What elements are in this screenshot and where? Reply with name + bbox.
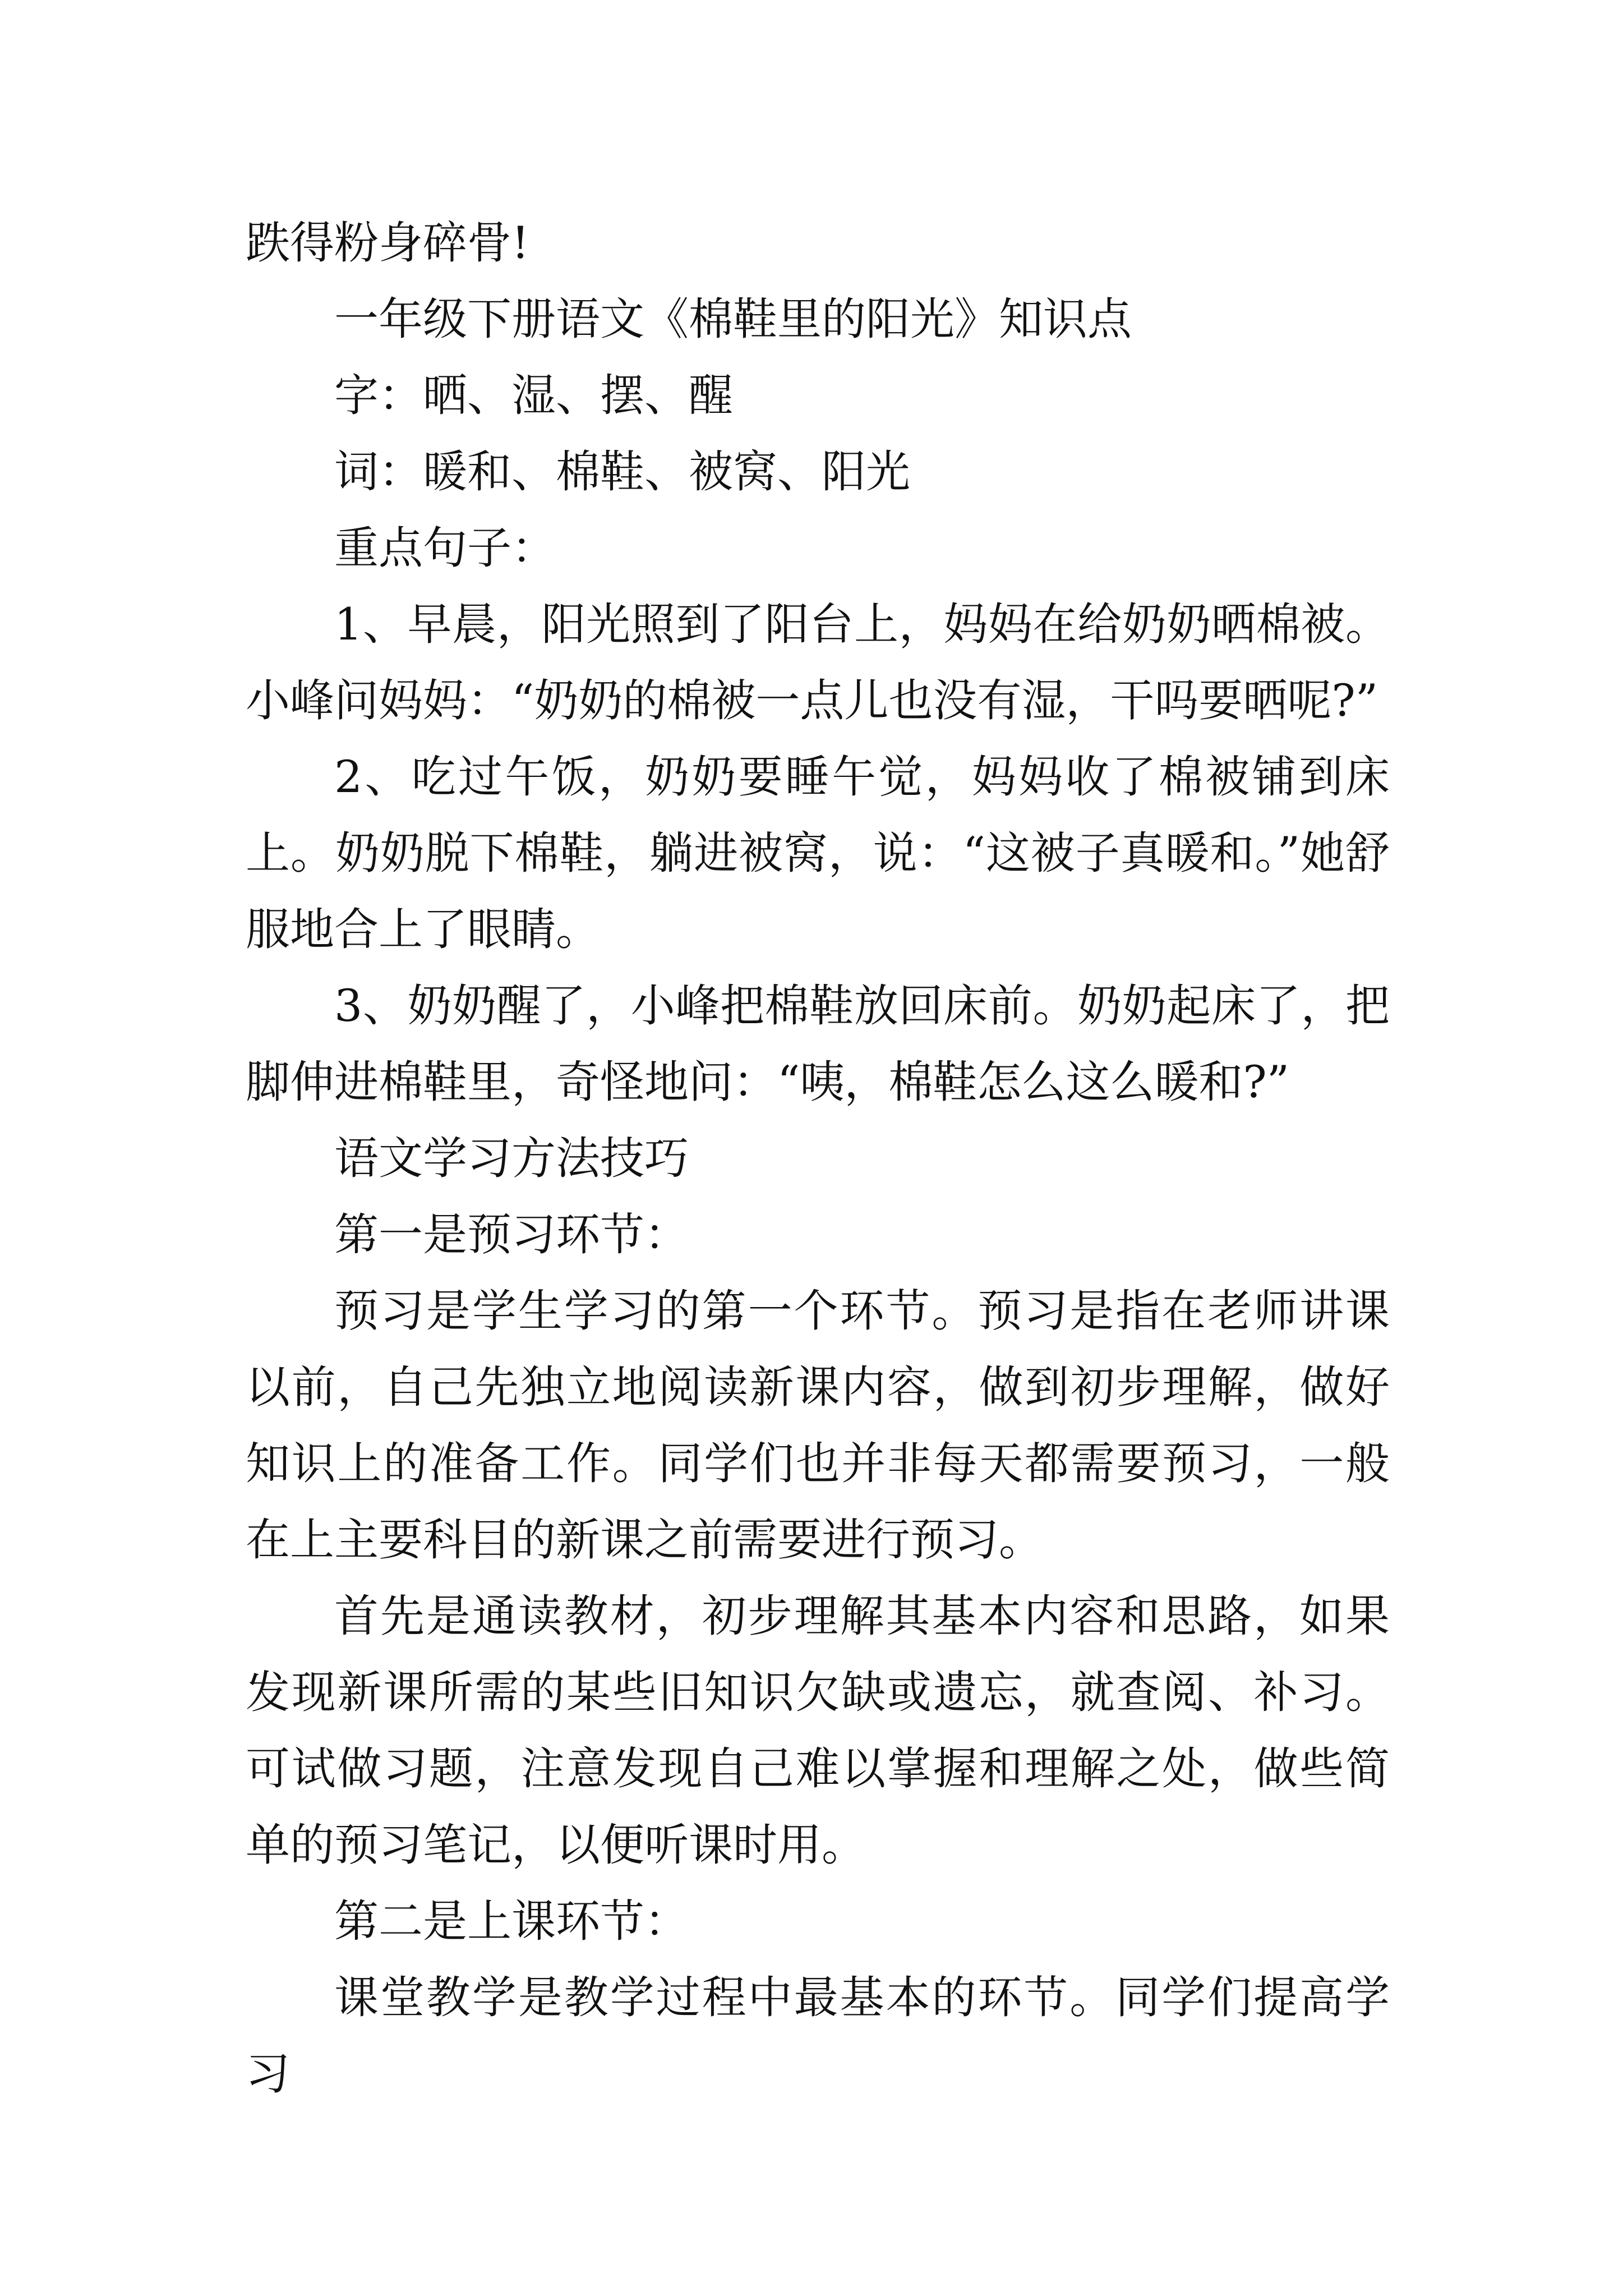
paragraph: 第二是上课环节： bbox=[334, 1895, 689, 1947]
paragraph: 2、吃过午饭，奶奶要睡午觉，妈妈收了棉被铺到床上。奶奶脱下棉鞋，躺进被窝，说：“这被子真暖和。”她舒服地合上了眼睛。 bbox=[246, 751, 1390, 955]
paragraph: 3、奶奶醒了，小峰把棉鞋放回床前。奶奶起床了，把脚伸进棉鞋里，奇怪地问：“咦，棉鞋怎么这么暖和?” bbox=[246, 980, 1390, 1108]
paragraph: 跌得粉身碎骨! bbox=[246, 217, 529, 269]
section-title: 语文学习方法技巧 bbox=[334, 1133, 689, 1184]
paragraph: 第一是预习环节： bbox=[334, 1209, 689, 1260]
paragraph: 预习是学生学习的第一个环节。预习是指在老师讲课以前，自己先独立地阅读新课内容，做到初步理解，做好知识上的准备工作。同学们也并非每天都需要预习，一般在上主要科目的新课之前需要进行预习。 bbox=[246, 1285, 1390, 1566]
paragraph: 1、早晨，阳光照到了阳台上，妈妈在给奶奶晒棉被。小峰问妈妈：“奶奶的棉被一点儿也没有湿，干吗要晒呢?” bbox=[246, 599, 1390, 726]
section-title: 一年级下册语文《棉鞋里的阳光》知识点 bbox=[334, 293, 1132, 345]
document-page bbox=[246, 205, 1390, 2112]
paragraph: 字：晒、湿、摆、醒 bbox=[334, 370, 733, 421]
paragraph: 重点句子： bbox=[334, 522, 556, 574]
paragraph: 课堂教学是教学过程中最基本的环节。同学们提高学习 bbox=[246, 1972, 1390, 2100]
paragraph: 词：暖和、棉鞋、被窝、阳光 bbox=[334, 446, 910, 498]
paragraph: 首先是通读教材，初步理解其基本内容和思路，如果发现新课所需的某些旧知识欠缺或遗忘，就查阅、补习。可试做习题，注意发现自己难以掌握和理解之处，做些简单的预习笔记，以便听课时用。 bbox=[246, 1590, 1390, 1871]
